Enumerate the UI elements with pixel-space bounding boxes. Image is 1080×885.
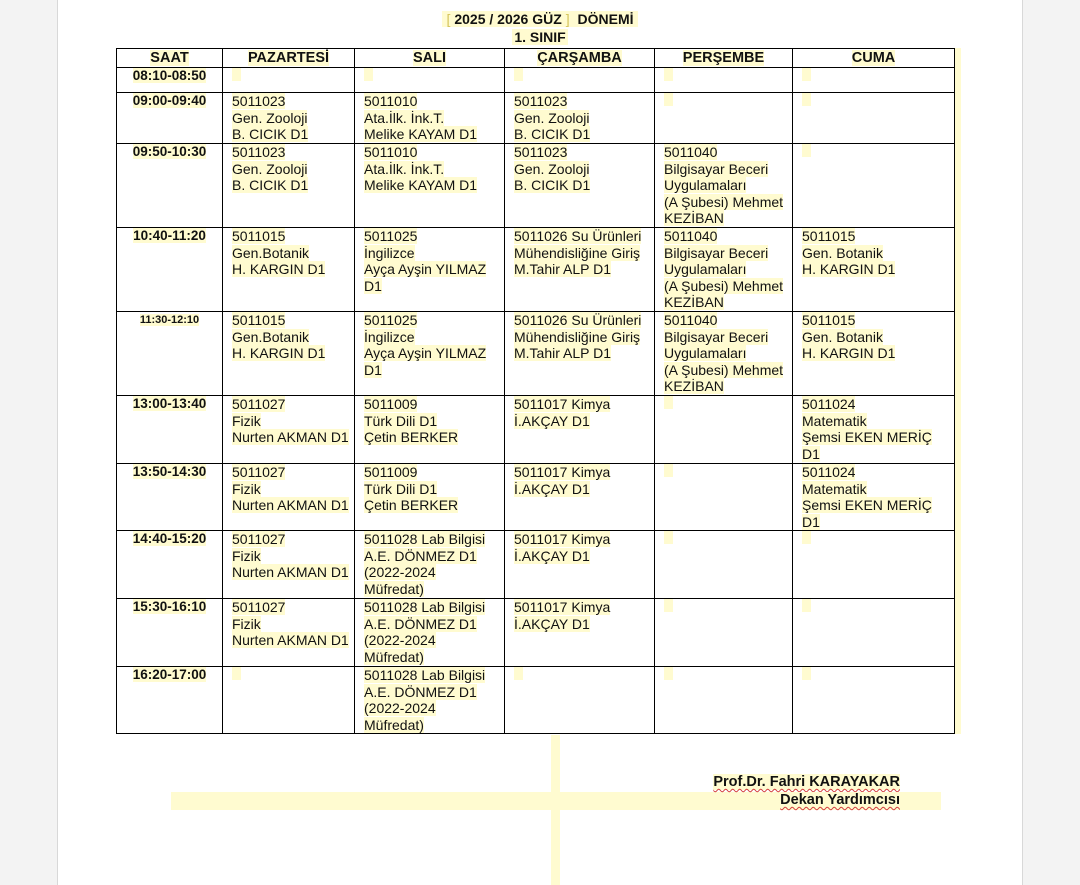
time-label: 09:00-09:40 bbox=[132, 93, 207, 108]
schedule-cell bbox=[223, 531, 355, 599]
schedule-cell bbox=[655, 531, 793, 599]
schedule-cell bbox=[355, 667, 505, 734]
course-text: 5011027 Fizik Nurten AKMAN D1 bbox=[232, 464, 349, 513]
empty-cell-mark bbox=[364, 68, 373, 81]
schedule-cell bbox=[505, 531, 655, 599]
course-text: 5011015 Gen. Botanik H. KARGIN D1 bbox=[802, 312, 896, 361]
empty-cell-mark bbox=[664, 464, 673, 477]
signature-block bbox=[560, 773, 900, 809]
column-header-label: ÇARŞAMBA bbox=[537, 50, 622, 66]
schedule-cell bbox=[355, 464, 505, 531]
course-text: 5011023 Gen. Zooloji B. CICIK D1 bbox=[232, 93, 309, 142]
column-header-label: CUMA bbox=[851, 50, 896, 66]
time-slot bbox=[117, 312, 223, 396]
signature-name: Prof.Dr. Fahri KARAYAKAR bbox=[713, 774, 900, 790]
empty-cell-mark bbox=[802, 531, 811, 544]
schedule-cell bbox=[355, 144, 505, 228]
course-text: 5011010 Ata.İlk. İnk.T. Melike KAYAM D1 bbox=[364, 93, 478, 142]
course-text: 5011017 Kimya İ.AKÇAY D1 bbox=[514, 396, 611, 429]
schedule-cell bbox=[793, 599, 955, 667]
highlight-strip bbox=[954, 48, 961, 734]
schedule-cell bbox=[655, 667, 793, 734]
schedule-cell bbox=[505, 312, 655, 396]
course-text: 5011025 İngilizce Ayça Ayşin YILMAZ D1 bbox=[364, 228, 487, 294]
schedule-cell bbox=[793, 464, 955, 531]
empty-cell-mark bbox=[232, 667, 241, 680]
course-text: 5011015 Gen.Botanik H. KARGIN D1 bbox=[232, 228, 326, 277]
empty-cell-mark bbox=[664, 531, 673, 544]
table-row bbox=[117, 68, 955, 93]
course-text: 5011009 Türk Dili D1 Çetin BERKER bbox=[364, 464, 459, 513]
course-text: 5011017 Kimya İ.AKÇAY D1 bbox=[514, 464, 611, 497]
schedule-cell bbox=[355, 599, 505, 667]
schedule-cell bbox=[505, 228, 655, 312]
course-text: 5011015 Gen.Botanik H. KARGIN D1 bbox=[232, 312, 326, 361]
time-label: 11:30-12:10 bbox=[139, 314, 200, 326]
time-slot bbox=[117, 144, 223, 228]
course-text: 5011028 Lab Bilgisi A.E. DÖNMEZ D1 (2022-2024 Müfredat) bbox=[364, 599, 486, 665]
course-text: 5011023 Gen. Zooloji B. CICIK D1 bbox=[514, 93, 591, 142]
column-header bbox=[117, 49, 223, 68]
schedule-cell bbox=[223, 228, 355, 312]
course-text: 5011023 Gen. Zooloji B. CICIK D1 bbox=[514, 144, 591, 193]
time-slot bbox=[117, 667, 223, 734]
schedule-cell bbox=[223, 667, 355, 734]
empty-cell-mark bbox=[514, 667, 523, 680]
schedule-cell bbox=[355, 68, 505, 93]
course-text: 5011024 Matematik Şemsi EKEN MERİÇ D1 bbox=[802, 396, 932, 462]
schedule-cell bbox=[505, 144, 655, 228]
schedule-cell bbox=[655, 396, 793, 464]
schedule-cell bbox=[223, 599, 355, 667]
schedule-cell bbox=[655, 68, 793, 93]
time-slot bbox=[117, 93, 223, 144]
empty-cell-mark bbox=[664, 396, 673, 409]
column-header-label: PERŞEMBE bbox=[682, 50, 765, 66]
class-title: 1. SINIF bbox=[514, 29, 566, 45]
schedule-cell bbox=[223, 144, 355, 228]
empty-cell-mark bbox=[664, 667, 673, 680]
header-row bbox=[117, 49, 955, 68]
course-text: 5011023 Gen. Zooloji B. CICIK D1 bbox=[232, 144, 309, 193]
table-row bbox=[117, 396, 955, 464]
table-row bbox=[117, 144, 955, 228]
table-row bbox=[117, 667, 955, 734]
time-slot bbox=[117, 599, 223, 667]
empty-cell-mark bbox=[802, 667, 811, 680]
course-text: 5011026 Su Ürünleri Mühendisliğine Giriş M.Tahir ALP D1 bbox=[514, 228, 642, 277]
time-label: 15:30-16:10 bbox=[132, 599, 207, 614]
schedule-cell bbox=[223, 93, 355, 144]
table-row bbox=[117, 93, 955, 144]
course-text: 5011040 Bilgisayar Beceri Uygulamaları (A Şubesi) Mehmet KEZİBAN bbox=[664, 228, 784, 310]
table-row bbox=[117, 228, 955, 312]
course-text: 5011027 Fizik Nurten AKMAN D1 bbox=[232, 599, 349, 648]
course-text: 5011028 Lab Bilgisi A.E. DÖNMEZ D1 (2022-2024 Müfredat) bbox=[364, 531, 486, 597]
schedule-cell bbox=[505, 68, 655, 93]
time-label: 16:20-17:00 bbox=[132, 667, 207, 682]
time-label: 10:40-11:20 bbox=[133, 228, 206, 243]
course-text: 5011026 Su Ürünleri Mühendisliğine Giriş M.Tahir ALP D1 bbox=[514, 312, 642, 361]
empty-cell-mark bbox=[802, 144, 811, 157]
empty-cell-mark bbox=[232, 68, 241, 81]
empty-cell-mark bbox=[802, 68, 811, 81]
table-row bbox=[117, 464, 955, 531]
time-slot bbox=[117, 396, 223, 464]
course-text: 5011009 Türk Dili D1 Çetin BERKER bbox=[364, 396, 459, 445]
column-header-label: PAZARTESİ bbox=[247, 50, 330, 66]
course-text: 5011040 Bilgisayar Beceri Uygulamaları (A Şubesi) Mehmet KEZİBAN bbox=[664, 312, 784, 394]
column-header-label: SAAT bbox=[150, 50, 189, 66]
schedule-cell bbox=[505, 667, 655, 734]
time-label: 13:00-13:40 bbox=[132, 396, 207, 411]
schedule-cell bbox=[223, 68, 355, 93]
page-title: [ 2025 / 2026 GÜZ ] DÖNEMİ bbox=[0, 11, 1080, 27]
column-header bbox=[655, 49, 793, 68]
course-text: 5011015 Gen. Botanik H. KARGIN D1 bbox=[802, 228, 896, 277]
schedule-cell bbox=[655, 312, 793, 396]
schedule-cell bbox=[793, 68, 955, 93]
time-label: 13:50-14:30 bbox=[132, 464, 207, 479]
highlight-strip bbox=[551, 735, 560, 885]
course-text: 5011017 Kimya İ.AKÇAY D1 bbox=[514, 531, 611, 564]
schedule-cell bbox=[355, 396, 505, 464]
table-row bbox=[117, 531, 955, 599]
course-text: 5011028 Lab Bilgisi A.E. DÖNMEZ D1 (2022-2024 Müfredat) bbox=[364, 667, 486, 733]
time-label: 14:40-15:20 bbox=[132, 531, 207, 546]
schedule-cell bbox=[505, 599, 655, 667]
column-header bbox=[355, 49, 505, 68]
empty-cell-mark bbox=[514, 68, 523, 81]
empty-cell-mark bbox=[802, 599, 811, 612]
time-label: 08:10-08:50 bbox=[132, 68, 207, 83]
empty-cell-mark bbox=[802, 93, 811, 106]
time-slot bbox=[117, 464, 223, 531]
schedule-cell bbox=[355, 312, 505, 396]
course-text: 5011017 Kimya İ.AKÇAY D1 bbox=[514, 599, 611, 632]
schedule-cell bbox=[505, 93, 655, 144]
time-label: 09:50-10:30 bbox=[132, 144, 207, 159]
schedule-cell bbox=[793, 228, 955, 312]
schedule-cell bbox=[655, 144, 793, 228]
schedule-cell bbox=[655, 228, 793, 312]
schedule-cell bbox=[793, 312, 955, 396]
schedule-table bbox=[116, 48, 955, 734]
signature-title: Dekan Yardımcısı bbox=[780, 792, 900, 808]
schedule-cell bbox=[355, 531, 505, 599]
schedule-cell bbox=[223, 312, 355, 396]
column-header bbox=[505, 49, 655, 68]
course-text: 5011027 Fizik Nurten AKMAN D1 bbox=[232, 396, 349, 445]
table-row bbox=[117, 312, 955, 396]
schedule-cell bbox=[793, 396, 955, 464]
schedule-cell bbox=[505, 464, 655, 531]
course-text: 5011010 Ata.İlk. İnk.T. Melike KAYAM D1 bbox=[364, 144, 478, 193]
schedule-cell bbox=[355, 228, 505, 312]
time-slot bbox=[117, 228, 223, 312]
schedule-cell bbox=[505, 396, 655, 464]
course-text: 5011024 Matematik Şemsi EKEN MERİÇ D1 bbox=[802, 464, 932, 530]
column-header bbox=[793, 49, 955, 68]
course-text: 5011040 Bilgisayar Beceri Uygulamaları (A Şubesi) Mehmet KEZİBAN bbox=[664, 144, 784, 226]
schedule-cell bbox=[793, 531, 955, 599]
schedule-cell bbox=[223, 464, 355, 531]
column-header bbox=[223, 49, 355, 68]
schedule-cell bbox=[655, 464, 793, 531]
empty-cell-mark bbox=[664, 68, 673, 81]
schedule-cell bbox=[793, 93, 955, 144]
table-row bbox=[117, 599, 955, 667]
schedule-cell bbox=[355, 93, 505, 144]
time-slot bbox=[117, 531, 223, 599]
course-text: 5011027 Fizik Nurten AKMAN D1 bbox=[232, 531, 349, 580]
time-slot bbox=[117, 68, 223, 93]
empty-cell-mark bbox=[664, 93, 673, 106]
schedule-cell bbox=[655, 599, 793, 667]
column-header-label: SALI bbox=[412, 50, 447, 66]
empty-cell-mark bbox=[664, 599, 673, 612]
schedule-cell bbox=[223, 396, 355, 464]
course-text: 5011025 İngilizce Ayça Ayşin YILMAZ D1 bbox=[364, 312, 487, 378]
schedule-cell bbox=[793, 667, 955, 734]
schedule-cell bbox=[793, 144, 955, 228]
schedule-cell bbox=[655, 93, 793, 144]
